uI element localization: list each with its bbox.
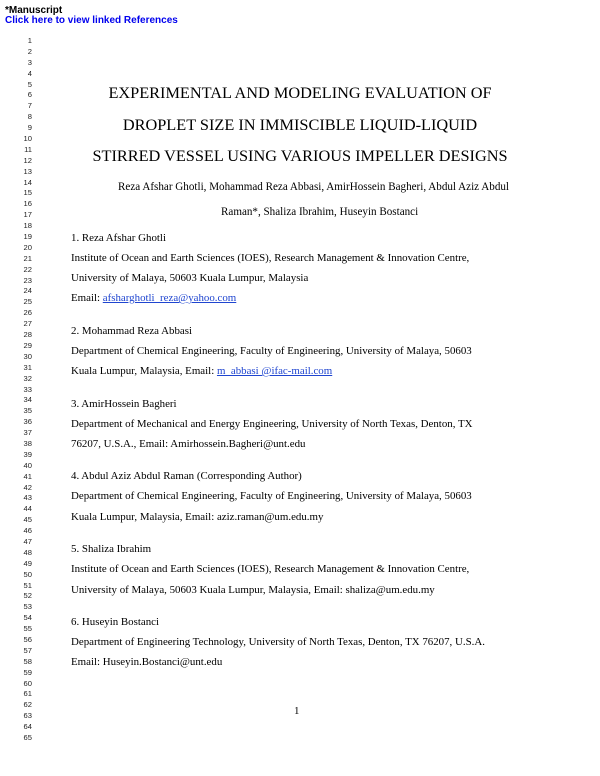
line-number: 1 <box>27 36 32 45</box>
affiliation-5-name: 5. Shaliza Ibrahim <box>71 543 152 555</box>
line-number: 60 <box>23 678 32 688</box>
title-line-3: STIRRED VESSEL USING VARIOUS IMPELLER DESIGNS <box>92 146 508 165</box>
line-number: 65 <box>23 733 32 742</box>
line-number: 22 <box>23 264 32 274</box>
authors-line-1: Reza Afshar Ghotli, Mohammad Reza Abbasi, AmirHossein Bagheri, Abdul Aziz Abdul <box>118 181 509 193</box>
email-link[interactable]: m_abbasi @ifac-mail.com <box>216 365 333 377</box>
line-number: 20 <box>23 242 32 252</box>
line-number: 29 <box>23 340 32 350</box>
linked-references-link[interactable]: Click here to view linked References <box>5 15 178 26</box>
affiliation-6-name: 6. Huseyin Bostanci <box>71 616 160 628</box>
affiliation-2-line-1: Department of Chemical Engineering, Faculty of Engineering, University of Malaya, 50603 <box>71 345 472 357</box>
affiliation-1-name: 1. Reza Afshar Ghotli <box>71 232 166 244</box>
line-number: 27 <box>23 319 32 329</box>
line-number: 2 <box>27 46 32 56</box>
title-line-1: EXPERIMENTAL AND MODELING EVALUATION OF <box>108 83 492 102</box>
affiliation-1-line-2: University of Malaya, 50603 Kuala Lumpur, Malaysia <box>71 272 309 284</box>
affiliation-3-name: 3. AmirHossein Bagheri <box>71 398 177 410</box>
affiliation-3-line-1: Department of Mechanical and Energy Engineering, University of North Texas, Denton, TX <box>71 418 473 430</box>
affiliation-6-line-1: Department of Engineering Technology, University of North Texas, Denton, TX 76207, U.S.A. <box>71 636 485 648</box>
line-number: 50 <box>23 569 32 579</box>
affiliation-2-address: Kuala Lumpur, Malaysia, Email: <box>71 365 217 377</box>
line-number: 3 <box>27 57 32 67</box>
line-number: 13 <box>23 166 32 176</box>
line-number: 32 <box>23 373 32 383</box>
line-number: 46 <box>23 526 32 536</box>
line-number: 56 <box>23 634 32 644</box>
line-number: 59 <box>23 667 32 677</box>
line-number: 54 <box>23 613 32 623</box>
line-number: 8 <box>27 112 32 122</box>
line-number: 33 <box>23 384 32 394</box>
line-number: 26 <box>23 308 32 318</box>
authors-line-2: Raman*, Shaliza Ibrahim, Huseyin Bostanci <box>221 206 419 218</box>
affiliation-5-line-1: Institute of Ocean and Earth Sciences (IOES), Research Management & Innovation Centre, <box>71 563 470 575</box>
line-number: 15 <box>23 188 32 198</box>
line-number: 41 <box>23 471 32 481</box>
line-number: 18 <box>23 221 32 231</box>
line-number: 30 <box>23 351 32 361</box>
line-number: 58 <box>23 656 32 666</box>
line-number: 12 <box>23 155 32 165</box>
affiliation-4-line-2: Kuala Lumpur, Malaysia, Email: aziz.raman@um.edu.my <box>71 511 324 523</box>
line-number: 44 <box>23 504 32 514</box>
line-number: 51 <box>23 580 32 590</box>
line-number: 23 <box>23 275 32 285</box>
line-number: 63 <box>23 711 32 721</box>
line-number: 21 <box>23 253 32 263</box>
line-number: 14 <box>23 177 32 187</box>
email-link[interactable]: afsharghotli_reza@yahoo.com <box>102 292 237 304</box>
line-number: 4 <box>27 68 32 78</box>
affiliation-5-line-2: University of Malaya, 50603 Kuala Lumpur, Malaysia, Email: shaliza@um.edu.my <box>71 584 435 596</box>
line-number: 10 <box>23 134 32 144</box>
email-label: Email: <box>71 292 103 304</box>
manuscript-label: *Manuscript <box>5 5 63 16</box>
line-number: 38 <box>23 438 32 448</box>
page-number: 1 <box>294 705 300 717</box>
line-number: 49 <box>23 558 32 568</box>
line-number: 53 <box>23 602 32 612</box>
line-number: 61 <box>23 689 32 699</box>
affiliation-4-name: 4. Abdul Aziz Abdul Raman (Corresponding Author) <box>71 470 302 482</box>
line-number: 42 <box>23 482 32 492</box>
line-number: 17 <box>23 210 32 220</box>
line-number: 47 <box>23 536 32 546</box>
line-number: 48 <box>23 547 32 557</box>
affiliation-2-line-2 <box>71 364 332 378</box>
line-number: 64 <box>23 722 32 732</box>
line-number: 28 <box>23 330 32 340</box>
line-number: 34 <box>23 395 32 405</box>
affiliation-2-name: 2. Mohammad Reza Abbasi <box>71 325 192 337</box>
affiliation-1-line-1: Institute of Ocean and Earth Sciences (IOES), Research Management & Innovation Centre, <box>71 252 470 264</box>
line-number: 5 <box>27 79 32 89</box>
affiliation-6-line-2: Email: Huseyin.Bostanci@unt.edu <box>71 656 223 668</box>
affiliation-4-line-1: Department of Chemical Engineering, Faculty of Engineering, University of Malaya, 50603 <box>71 490 472 502</box>
line-number: 43 <box>23 493 32 503</box>
line-number: 25 <box>23 297 32 307</box>
line-number: 6 <box>27 90 32 100</box>
line-number: 57 <box>23 645 32 655</box>
line-number: 39 <box>23 449 32 459</box>
line-number: 45 <box>23 515 32 525</box>
affiliation-3-line-2: 76207, U.S.A., Email: Amirhossein.Bagheri@unt.edu <box>71 438 306 450</box>
line-number: 55 <box>23 624 32 634</box>
line-number: 40 <box>23 460 32 470</box>
line-number: 36 <box>23 417 32 427</box>
line-number: 16 <box>23 199 32 209</box>
line-number-gutter <box>20 36 32 744</box>
line-number: 37 <box>23 428 32 438</box>
line-number: 7 <box>27 101 32 111</box>
line-number: 9 <box>27 123 32 133</box>
line-number: 31 <box>23 362 32 372</box>
affiliation-1-email-line <box>71 291 236 305</box>
title-line-2: DROPLET SIZE IN IMMISCIBLE LIQUID-LIQUID <box>122 115 478 134</box>
line-number: 24 <box>23 286 32 296</box>
line-number: 35 <box>23 406 32 416</box>
line-number: 11 <box>24 144 32 154</box>
line-number: 62 <box>23 700 32 710</box>
line-number: 52 <box>23 591 32 601</box>
line-number: 19 <box>23 232 32 242</box>
